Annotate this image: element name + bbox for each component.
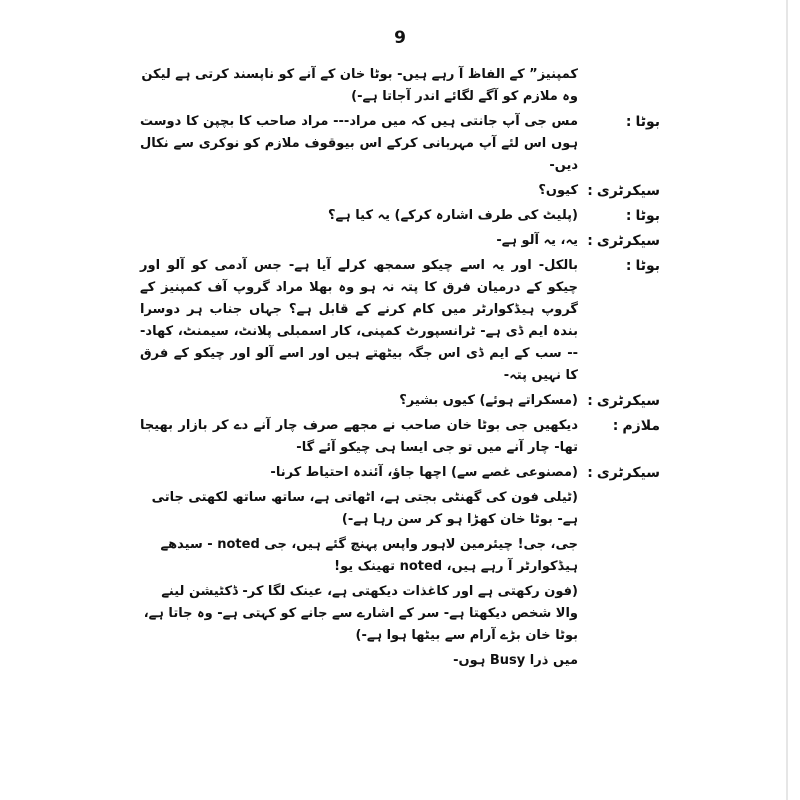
script-line	[140, 462, 660, 484]
stage-direction: (ٹیلی فون کی گھنٹی بجتی ہے، اٹھاتی ہے، ساتھ ساتھ لکھتی جاتی ہے- بوٹا خان کھڑا ہو کر سن رہا ہے-)	[151, 490, 578, 527]
script-line	[140, 230, 660, 252]
script-line	[140, 255, 660, 387]
script-line	[140, 487, 660, 531]
dialogue-continuation: میں ذرا Busy ہوں-	[453, 653, 578, 668]
speaker-label: سیکرٹری	[596, 465, 660, 481]
script-line	[140, 650, 660, 672]
speaker-label: سیکرٹری	[596, 183, 660, 199]
speaker-colon: :	[587, 393, 593, 409]
speaker-colon: :	[587, 465, 593, 481]
dialogue-text: بالکل- اور یہ اسے چیکو سمجھ کرلے آیا ہے- جس آدمی کو آلو اور چیکو کے درمیان فرق کا پتہ نہ ہو وہ بھلا مراد گروپ آف کمپنیز کے گروپ ہیڈکوارٹر میں کام کرنے کے قابل ہے؟ جہاں جناب ہر دوسرا بندہ ایم ڈی ہے- ٹرانسپورٹ کمپنی، کار اسمبلی پلانٹ، سیمنٹ، کھاد--- سب کے ایم ڈی اس جگہ بیٹھتے ہیں اور اسے آلو اور چیکو کے فرق کا نہیں پتہ-	[140, 258, 578, 383]
page-number: 9	[394, 28, 406, 48]
speaker-colon: :	[587, 183, 593, 199]
dialogue-continuation: جی، جی! چیئرمین لاہور واپس پہنچ گئے ہیں، جی noted - سیدھے ہیڈکوارٹر آ رہے ہیں، noted تھینک یو!	[160, 537, 578, 574]
speaker-name	[578, 415, 660, 437]
dialogue-text: (مسکراتے ہوئے) کیوں بشیر؟	[399, 393, 578, 408]
speaker-colon: :	[625, 114, 632, 130]
speaker-label: بوٹا	[635, 258, 660, 274]
speaker-name	[578, 205, 660, 227]
stage-direction: کمپنیز” کے الفاظ آ رہے ہیں- بوٹا خان کے آنے کو ناپسند کرتی ہے لیکن وہ ملازم کو آگے لگائے اندر آجاتا ہے-)	[141, 67, 578, 104]
dialogue-text: دیکھیں جی بوٹا خان صاحب نے مجھے صرف چار آنے دے کر بازار بھیجا تھا- چار آنے میں تو جی ایسا ہی چیکو آئے گا-	[140, 418, 578, 455]
dialogue-text: یہ، یہ آلو ہے-	[496, 233, 578, 248]
script-line	[140, 534, 660, 578]
script-line	[140, 111, 660, 177]
speaker-name	[578, 255, 660, 277]
speaker-colon: :	[587, 233, 593, 249]
speaker-colon: :	[612, 418, 619, 434]
speaker-label: ملازم	[622, 418, 660, 434]
dialogue-text: کیوں؟	[538, 183, 578, 198]
dialogue-text: (پلیٹ کی طرف اشارہ کرکے) یہ کیا ہے؟	[327, 208, 578, 223]
script-line	[140, 64, 660, 108]
speaker-name	[578, 390, 660, 412]
stage-direction: (فون رکھتی ہے اور کاغذات دیکھتی ہے، عینک لگا کر- ڈکٹیشن لینے والا شخص دیکھتا ہے- سر کے اشارے سے جانے کو کہتی ہے- وہ جاتا ہے، بوٹا خان بڑے آرام سے بیٹھا ہوا ہے-)	[143, 584, 578, 643]
speaker-name	[578, 462, 660, 484]
speaker-colon: :	[625, 208, 632, 224]
speaker-label: بوٹا	[635, 208, 660, 224]
script-line	[140, 180, 660, 202]
dialogue-text: مس جی آپ جانتی ہیں کہ میں مراد--- مراد صاحب کا بچپن کا دوست ہوں اس لئے آپ مہربانی کرکے اس بیوقوف ملازم کو نوکری سے نکال دیں-	[140, 114, 578, 173]
speaker-label: سیکرٹری	[596, 393, 660, 409]
page-edge-line	[786, 0, 788, 800]
dialogue-text: (مصنوعی غصے سے) اچھا جاؤ، آئندہ احتیاط کرنا-	[270, 465, 578, 480]
speaker-label: سیکرٹری	[596, 233, 660, 249]
speaker-colon: :	[625, 258, 632, 274]
script-line	[140, 390, 660, 412]
speaker-label: بوٹا	[635, 114, 660, 130]
script-line	[140, 415, 660, 459]
play-script	[140, 64, 660, 675]
speaker-name	[578, 180, 660, 202]
speaker-name	[578, 230, 660, 252]
speaker-name	[578, 111, 660, 133]
script-line	[140, 205, 660, 227]
script-line	[140, 581, 660, 647]
